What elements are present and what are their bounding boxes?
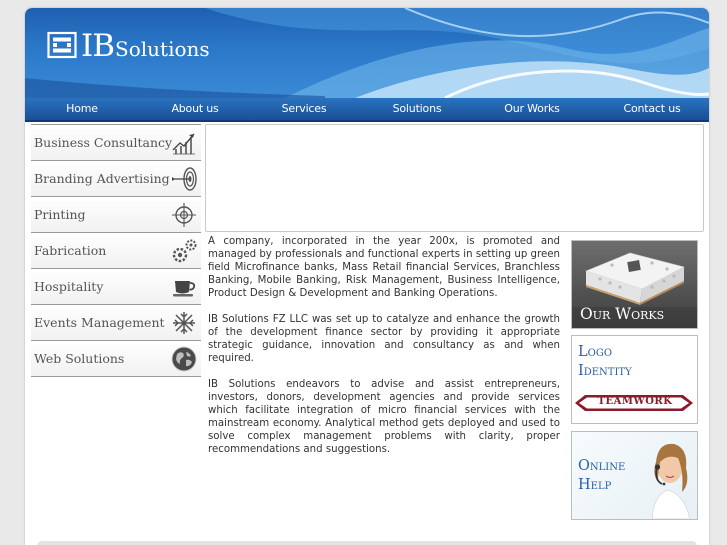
online-help-line1: Online	[578, 458, 626, 474]
logo-identity-promo[interactable]	[571, 335, 698, 424]
nav-solutions[interactable]: Solutions	[392, 102, 442, 115]
sidebar-item-label: Business Consultancy	[34, 135, 173, 150]
online-help-promo[interactable]	[571, 431, 698, 520]
main-navigation	[25, 98, 709, 122]
coffee-cup-icon	[170, 273, 198, 301]
nav-services[interactable]: Services	[281, 102, 327, 115]
about-paragraph: IB Solutions endeavors to advise and assist entrepreneurs, investors, donors, development agencies and provide services which facilitate integration of micro financial services with the mainstream economy. Analytical method gets deployed and used to solve complex management problems with clarity, proper recommendations and suggestions.	[208, 378, 560, 456]
sidebar-item-web-solutions[interactable]	[31, 341, 201, 377]
online-help-line2: Help	[578, 477, 612, 493]
header	[25, 8, 709, 98]
gears-icon	[170, 237, 198, 265]
sidebar-item-business-consultancy[interactable]	[31, 124, 201, 161]
logo-text-ib: IB	[81, 28, 115, 64]
globe-icon	[170, 345, 198, 373]
sidebar-item-label: Hospitality	[34, 279, 104, 294]
chart-trend-icon	[170, 129, 198, 157]
nav-our-works[interactable]: Our Works	[504, 102, 560, 115]
sidebar-item-label: Web Solutions	[34, 351, 125, 366]
sidebar-item-label: Fabrication	[34, 243, 107, 258]
sidebar-item-hospitality[interactable]	[31, 269, 201, 305]
banner-area	[205, 124, 704, 232]
sidebar-item-label: Branding Advertising	[34, 171, 170, 186]
sidebar-item-label: Printing	[34, 207, 86, 222]
sidebar-item-fabrication[interactable]	[31, 233, 201, 269]
about-text	[208, 235, 560, 469]
logo-mark-icon	[47, 30, 77, 60]
page	[25, 8, 709, 545]
sidebar-item-printing[interactable]	[31, 197, 201, 233]
logo-identity-line1: Logo	[578, 344, 613, 360]
nav-home[interactable]: Home	[66, 102, 98, 115]
nav-contact-us[interactable]: Contact us	[623, 102, 681, 115]
snowflake-icon	[170, 309, 198, 337]
support-agent-image	[638, 432, 698, 519]
logo-text-solutions: Solutions	[115, 37, 210, 61]
sidebar-item-events-management[interactable]	[31, 305, 201, 341]
logo-identity-line2: Identity	[578, 363, 632, 379]
footer-bar	[37, 541, 697, 545]
sidebar-item-label: Events Management	[34, 315, 165, 330]
target-arrow-icon	[170, 165, 198, 193]
teamwork-ribbon-label: TEAMWORK	[597, 396, 673, 407]
our-works-promo[interactable]	[571, 240, 698, 329]
our-works-title: Our Works	[580, 305, 665, 323]
sidebar-item-branding-advertising[interactable]	[31, 161, 201, 197]
nav-about-us[interactable]: About us	[171, 102, 219, 115]
about-paragraph: IB Solutions FZ LLC was set up to catalyze and enhance the growth of the development finance sector by providing it appropriate strategic guidance, innovation and consultancy as and when required.	[208, 313, 560, 365]
site-logo[interactable]	[47, 24, 210, 64]
services-sidebar	[31, 124, 201, 377]
crosshair-icon	[170, 201, 198, 229]
about-paragraph: A company, incorporated in the year 200x, is promoted and managed by professionals and functional experts in setting up green field Microfinance banks, Mass Retail financial Services, Branchless Banking, Mobile Banking, Risk Management, Business Intelligence, Product Design & Development and Banking Operations.	[208, 236, 560, 300]
